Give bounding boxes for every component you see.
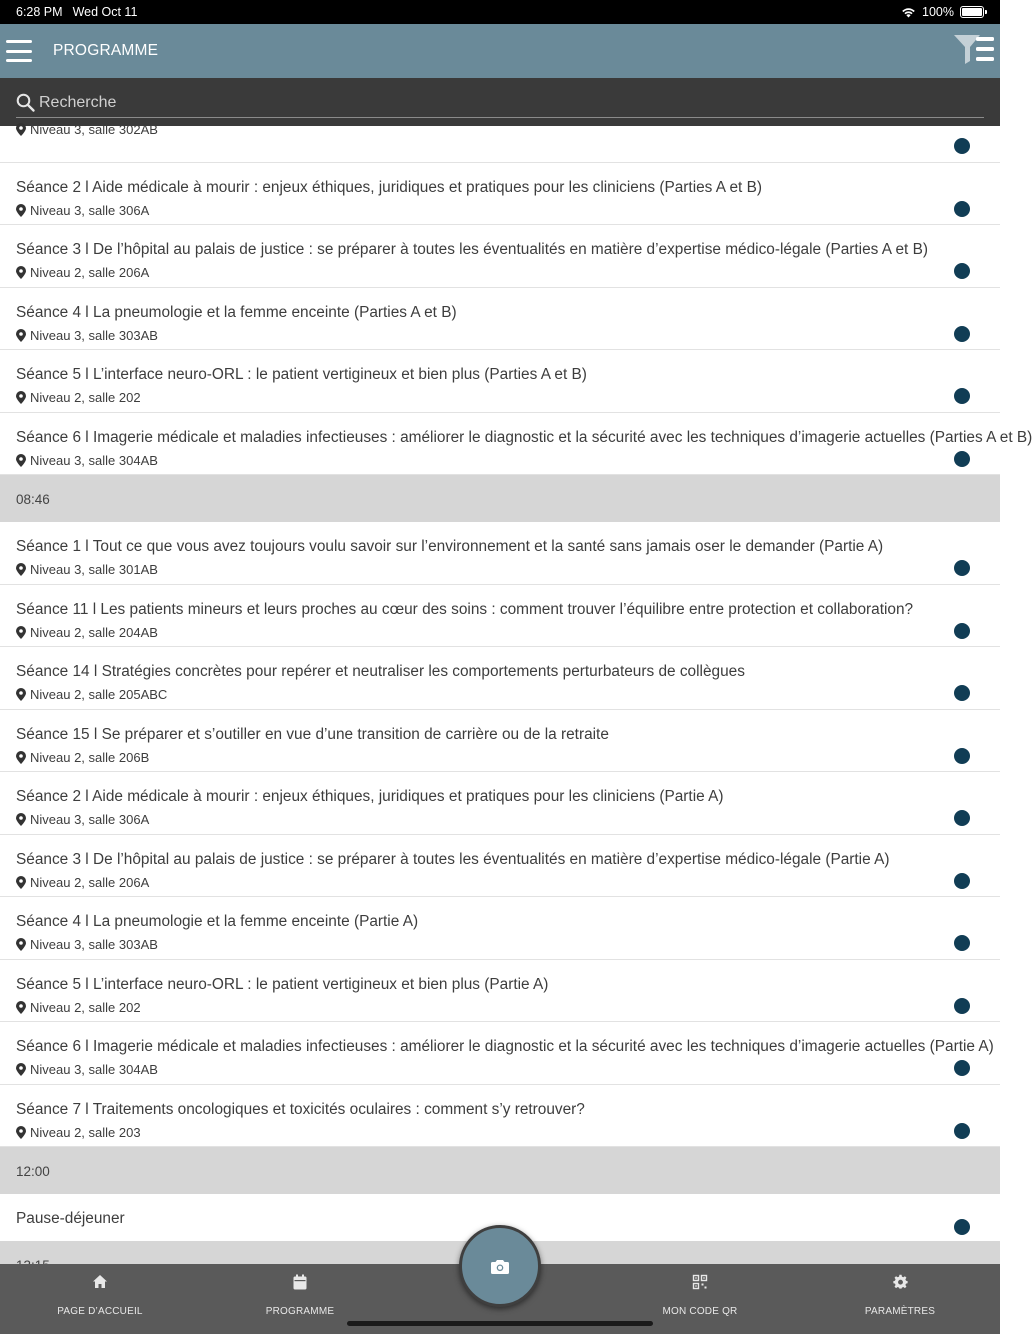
location-text: Niveau 2, salle 204AB [30,624,158,640]
session-location [16,122,1000,137]
status-dot [954,748,970,764]
session-location [16,1000,1000,1015]
list-item[interactable] [0,897,1000,960]
list-item[interactable] [0,835,1000,898]
status-dot [954,810,970,826]
tab-qr-code-label: MON CODE QR [662,1306,738,1317]
location-text: Niveau 3, salle 302AB [30,122,158,137]
session-title: Séance 2 l Aide médicale à mourir : enjeux éthiques, juridiques et pratiques pour les cliniciens (Partie A) [16,788,724,805]
session-location [16,750,1000,765]
status-dot [954,388,970,404]
camera-icon [491,1259,509,1274]
session-title: Séance 14 l Stratégies concrètes pour repérer et neutraliser les comportements perturbateurs de collègues [16,663,745,680]
location-pin-icon [16,751,26,764]
home-icon [92,1274,108,1290]
list-item[interactable] [0,585,1000,648]
list-item[interactable] [0,413,1032,476]
status-dot [954,1219,970,1235]
location-pin-icon [16,204,26,217]
app-header [0,24,1000,78]
location-pin-icon [16,1063,26,1076]
location-text: Niveau 3, salle 304AB [30,452,158,468]
location-text: Niveau 3, salle 303AB [30,327,158,343]
tab-settings-label: PARAMÈTRES [864,1306,936,1317]
session-title: Séance 5 l L’interface neuro-ORL : le patient vertigineux et bien plus (Partie A) [16,975,549,993]
location-text: Niveau 2, salle 206B [30,749,150,765]
list-item[interactable] [0,288,1000,351]
location-pin-icon [16,391,26,404]
location-pin-icon [16,454,26,467]
camera-button[interactable] [459,1225,541,1307]
location-pin-icon [16,876,26,889]
session-location [16,265,1000,280]
session-location [16,390,1000,405]
location-text: Niveau 3, salle 304AB [30,1062,158,1077]
tab-programme-label: PROGRAMME [265,1306,335,1317]
status-dot [954,138,970,154]
session-location [16,203,1000,218]
status-dot [954,873,970,889]
status-time: 6:28 PM [16,5,63,19]
location-pin-icon [16,329,26,342]
status-date: Wed Oct 11 [72,5,138,19]
gear-icon [893,1274,908,1290]
session-title: Séance 2 l Aide médicale à mourir : enjeux éthiques, juridiques et pratiques pour les cliniciens (Parties A et B) [16,178,762,196]
status-dot [954,685,970,701]
time-header: 12:00 [0,1147,1000,1194]
hamburger-icon[interactable] [6,40,32,62]
location-text: Niveau 3, salle 301AB [30,562,158,577]
status-dot [954,560,970,576]
location-text: Niveau 2, salle 206A [30,265,150,280]
filter-list-icon[interactable] [954,33,994,69]
qr-code-icon [693,1274,707,1290]
status-dot [954,998,970,1014]
status-dot [954,263,970,279]
list-item[interactable] [0,225,1000,288]
session-title: Séance 3 l De l’hôpital au palais de justice : se préparer à toutes les éventualités en matière d’expertise médico-légale (Parties A et B) [16,241,928,258]
session-location [16,562,1000,577]
wifi-icon [901,7,916,18]
location-pin-icon [16,1001,26,1014]
session-location [16,1125,1000,1140]
list-item[interactable] [0,647,1000,710]
session-location [16,687,1000,702]
page-title: PROGRAMME [53,42,159,59]
session-location [16,937,1000,952]
status-dot [954,935,970,951]
list-item[interactable] [0,100,1000,163]
location-text: Niveau 3, salle 306A [30,812,150,827]
battery-percent: 100% [922,5,954,19]
location-pin-icon [16,626,26,639]
status-dot [954,451,970,467]
list-item[interactable] [0,772,1000,835]
location-pin-icon [16,938,26,951]
session-title: Séance 6 l Imagerie médicale et maladies infectieuses : améliorer le diagnostic et la sécurité avec les techniques d’imagerie actuelles (Partie A) [16,1038,994,1055]
session-title: Séance 11 l Les patients mineurs et leurs proches au cœur des soins : comment trouver l’équilibre entre protection et collaboration? [16,600,914,618]
session-location [16,1062,1000,1077]
battery-icon [960,6,984,18]
session-title: Séance 3 l De l’hôpital au palais de justice : se préparer à toutes les éventualités en matière d’expertise médico-légale (Partie A) [16,850,890,868]
session-title: Séance 1 l Tout ce que vous avez toujours voulu savoir sur l’environnement et la santé sans jamais oser le demander (Partie A) [16,538,884,555]
session-location [16,625,1000,640]
list-item[interactable] [0,710,1000,773]
location-pin-icon [16,266,26,279]
location-pin-icon [16,123,26,136]
list-item[interactable] [0,163,1000,226]
location-pin-icon [16,688,26,701]
tab-settings[interactable] [800,1264,1000,1334]
location-text: Niveau 3, salle 303AB [30,937,158,952]
location-text: Niveau 2, salle 203 [30,1124,141,1140]
location-text: Niveau 2, salle 202 [30,390,141,405]
session-location [16,328,1000,343]
location-text: Niveau 2, salle 202 [30,999,141,1015]
session-location [16,875,1000,890]
status-dot [954,1123,970,1139]
session-title: Séance 5 l L’interface neuro-ORL : le patient vertigineux et bien plus (Parties A et B) [16,366,587,383]
status-dot [954,623,970,639]
status-dot [954,201,970,217]
session-location [16,812,1000,827]
tab-home-label: PAGE D’ACCUEIL [57,1306,143,1317]
calendar-icon [293,1274,307,1290]
location-pin-icon [16,813,26,826]
location-pin-icon [16,563,26,576]
status-bar [0,0,1000,24]
location-text: Niveau 2, salle 206A [30,874,150,890]
status-dot [954,1060,970,1076]
tab-home[interactable] [0,1264,200,1334]
break-title: Pause-déjeuner [16,1210,125,1227]
location-text: Niveau 3, salle 306A [30,202,150,218]
location-text: Niveau 2, salle 205ABC [30,687,168,702]
session-location [16,453,1000,468]
list-item[interactable] [0,350,1000,413]
home-indicator [347,1321,653,1326]
session-title: Séance 7 l Traitements oncologiques et toxicités oculaires : comment s’y retrouver? [16,1100,585,1118]
location-pin-icon [16,1126,26,1139]
list-item[interactable] [0,522,1000,585]
session-title: Séance 15 l Se préparer et s’outiller en vue d’une transition de carrière ou de la retraite [16,725,609,743]
time-header: 08:46 [0,475,1000,522]
list-item[interactable] [0,1085,1000,1148]
session-title: Séance 6 l Imagerie médicale et maladies infectieuses : améliorer le diagnostic et la sécurité avec les techniques d’imagerie actuelles (Parties A et B) [16,428,1032,446]
status-dot [954,326,970,342]
list-item[interactable] [0,960,1000,1023]
list-item[interactable] [0,1022,1000,1085]
session-title: Séance 4 l La pneumologie et la femme enceinte (Partie A) [16,913,419,930]
session-title: Séance 4 l La pneumologie et la femme enceinte (Parties A et B) [16,303,457,321]
session-list[interactable] [0,122,1032,1264]
